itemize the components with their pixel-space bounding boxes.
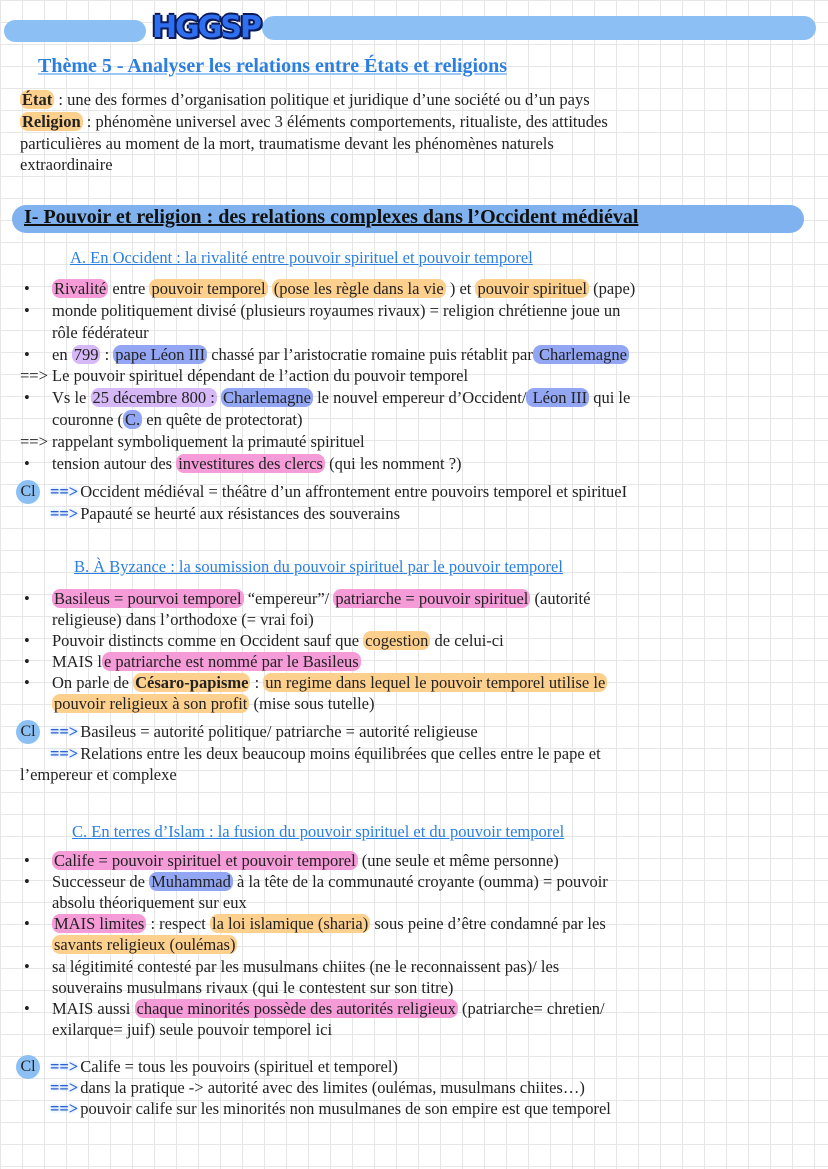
bullet-icon: •: [24, 999, 30, 1018]
definition-line: [20, 134, 554, 154]
text-segment: l’empereur et complexe: [20, 765, 177, 784]
bullet-continuation: [52, 694, 375, 714]
highlighted-text: Muhammad: [151, 872, 231, 891]
highlighted-text: C.: [125, 410, 141, 429]
conclusion-arrow-line: [50, 744, 601, 764]
text-segment: Papauté se heurté aux résistances des souverains: [80, 504, 401, 523]
bullet-continuation: [52, 1020, 332, 1040]
highlighted-text: savants religieux (oulémas): [54, 935, 236, 954]
text-segment: à la tête de la communauté croyante (oumma) = pouvoir: [232, 872, 608, 891]
bullet-continuation: [52, 410, 303, 430]
definition-line: [20, 112, 608, 132]
text-segment: Occident médiéval = théâtre d’un affrontement entre pouvoirs temporel et spiritueI: [80, 482, 628, 501]
bullet-item: [24, 589, 591, 609]
text-segment: absolu théoriquement sur eux: [52, 893, 247, 912]
bullet-item: [24, 454, 462, 474]
bullet-item: [24, 957, 560, 977]
highlighted-text: investitures des clercs: [178, 454, 323, 473]
highlighted-text: 25 décembre 800 :: [92, 388, 215, 407]
text-segment: entre: [108, 279, 150, 298]
arrow-icon: ==>: [50, 1078, 79, 1097]
bullet-item: [24, 301, 621, 321]
highlighted-text: MAIS limites: [54, 914, 145, 933]
text-segment: Pouvoir distincts comme en Occident sauf que: [52, 631, 364, 650]
text-segment: :: [100, 345, 114, 364]
text-segment: en quête de protectorat): [142, 410, 303, 429]
text-segment: extraordinaire: [20, 155, 113, 174]
bullet-item: [24, 851, 559, 871]
text-segment: (qui les nomment ?): [324, 454, 462, 473]
bullet-item: [24, 999, 605, 1019]
text-segment: Relations entre les deux beaucoup moins équilibrées que celles entre le pape et: [80, 744, 601, 763]
bullet-icon: •: [24, 388, 30, 407]
section-title: B. À Byzance : la soumission du pouvoir spirituel par le pouvoir temporel: [74, 557, 563, 576]
highlighted-text: e patriarche est nommé par le Basileus: [103, 652, 359, 671]
bullet-icon: •: [24, 673, 30, 692]
highlighted-text: État: [22, 90, 53, 109]
highlighted-text: Basileus = pourvoi temporel: [54, 589, 242, 608]
bullet-icon: •: [24, 872, 30, 891]
text-segment: rôle fédérateur: [52, 323, 149, 342]
arrow-icon: ==>: [50, 1099, 79, 1118]
definition-line: [20, 90, 590, 110]
bullet-item: [24, 279, 636, 299]
conclusion-arrow-line: [50, 722, 478, 742]
text-segment: qui le: [589, 388, 631, 407]
text-segment: “empereur”/: [243, 589, 334, 608]
bullet-item: [24, 652, 361, 672]
text-segment: On parle de: [52, 673, 134, 692]
highlighted-text: 799: [73, 345, 99, 364]
arrow-icon: ==>: [50, 482, 79, 501]
highlighted-text: pape Léon III: [115, 345, 206, 364]
arrow-icon: ==>: [50, 504, 79, 523]
highlighted-text: pouvoir religieux à son profit: [54, 694, 248, 713]
text-segment: exilarque= juif) seule pouvoir temporel ici: [52, 1020, 333, 1039]
bullet-icon: •: [24, 914, 30, 933]
part-heading: [12, 205, 804, 233]
logo-title: HGGSP: [152, 10, 260, 45]
bullet-item: [24, 872, 608, 892]
bullet-continuation: [52, 610, 314, 630]
text-segment: chassé par l’aristocratie romaine puis rétablit par: [207, 345, 533, 364]
arrow-icon: ==>: [50, 1057, 79, 1076]
text-segment: Vs le: [52, 388, 91, 407]
conclusion-badge: Cl: [16, 720, 40, 744]
header-bar-left: [4, 20, 146, 42]
conclusion-badge: Cl: [16, 480, 40, 504]
text-segment: religieuse) dans l’orthodoxe (= vrai foi): [52, 610, 314, 629]
conclusion-line: [20, 366, 468, 386]
header-bar-right: [262, 16, 816, 40]
bullet-continuation: [52, 323, 149, 343]
text-segment: (pape): [589, 279, 636, 298]
bullet-item: [24, 388, 631, 408]
highlighted-text: pouvoir spirituel: [477, 279, 588, 298]
bullet-item: [24, 631, 504, 651]
bullet-continuation: [52, 978, 453, 998]
text-segment: sa légitimité contesté par les musulmans chiites (ne le reconnaissent pas)/ les: [52, 957, 560, 976]
highlighted-text: chaque minorités possède des autorités religieux: [136, 999, 456, 1018]
conclusion-badge: Cl: [16, 1055, 40, 1079]
text-segment: ==> rappelant symboliquement la primauté spirituel: [20, 432, 365, 451]
text-segment: Successeur de: [52, 872, 150, 891]
text-segment: le nouvel empereur d’Occident/: [312, 388, 527, 407]
section-title: C. En terres d’Islam : la fusion du pouvoir spirituel et du pouvoir temporel: [72, 822, 565, 841]
bullet-icon: •: [24, 279, 30, 298]
bullet-icon: •: [24, 957, 30, 976]
bullet-item: [24, 673, 607, 693]
bullet-icon: •: [24, 454, 30, 473]
arrow-icon: ==>: [50, 722, 79, 741]
text-segment: : respect: [146, 914, 210, 933]
conclusion-arrow-line: [50, 504, 400, 524]
text-segment: (patriarche= chretien/: [457, 999, 605, 1018]
bullet-icon: •: [24, 652, 30, 671]
conclusion-line: [20, 432, 365, 452]
bullet-item: [24, 914, 606, 934]
text-segment: : une des formes d’organisation politique et juridique d’une société ou d’un pays: [54, 90, 590, 109]
text-segment: monde politiquement divisé (plusieurs royaumes rivaux) = religion chrétienne joue un: [52, 301, 621, 320]
text-segment: : phénomène universel avec 3 éléments comportements, ritualiste, des attitudes: [82, 112, 608, 131]
conclusion-line: [20, 765, 177, 785]
text-segment: de celui-ci: [430, 631, 504, 650]
arrow-icon: ==>: [50, 744, 79, 763]
theme-title: Thème 5 - Analyser les relations entre États et religions: [38, 55, 508, 77]
text-segment: Calife = tous les pouvoirs (spirituel et temporel): [80, 1057, 398, 1076]
bullet-icon: •: [24, 631, 30, 650]
bullet-icon: •: [24, 851, 30, 870]
highlighted-text: Césaro-papisme: [135, 673, 249, 692]
conclusion-arrow-line: [50, 1099, 611, 1119]
highlighted-text: Charlemagne: [534, 345, 627, 364]
text-segment: (autorité: [530, 589, 591, 608]
text-segment: tension autour des: [52, 454, 177, 473]
definition-line: [20, 155, 113, 175]
text-segment: souverains musulmans rivaux (qui le contestent sur son titre): [52, 978, 454, 997]
highlighted-text: Charlemagne: [222, 388, 311, 407]
text-segment: ) et: [445, 279, 476, 298]
text-segment: :: [250, 673, 264, 692]
part-heading-text: I- Pouvoir et religion : des relations complexes dans l’Occident médiéval: [24, 206, 639, 228]
text-segment: particulières au moment de la mort, traumatisme devant les phénomènes naturels: [20, 134, 554, 153]
highlighted-text: Léon III: [528, 388, 588, 407]
bullet-continuation: [52, 893, 247, 913]
highlighted-text: un regime dans lequel le pouvoir temporel utilise le: [265, 673, 606, 692]
text-segment: MAIS l: [52, 652, 102, 671]
highlighted-text: la loi islamique (sharia): [212, 914, 369, 933]
highlighted-text: Religion: [22, 112, 81, 131]
text-segment: pouvoir calife sur les minorités non musulmanes de son empire est que temporel: [80, 1099, 611, 1118]
bullet-continuation: [52, 935, 237, 955]
bullet-icon: •: [24, 589, 30, 608]
bullet-item: [24, 345, 629, 365]
highlighted-text: patriarche = pouvoir spirituel: [335, 589, 529, 608]
text-segment: en: [52, 345, 72, 364]
highlighted-text: Calife = pouvoir spirituel et pouvoir temporel: [54, 851, 356, 870]
highlighted-text: Rivalité: [54, 279, 107, 298]
text-segment: MAIS aussi: [52, 999, 135, 1018]
text-segment: sous peine d’être condamné par les: [370, 914, 606, 933]
highlighted-text: cogestion: [365, 631, 429, 650]
conclusion-arrow-line: [50, 1078, 585, 1098]
highlighted-text: pouvoir temporel: [151, 279, 266, 298]
text-segment: couronne (: [52, 410, 124, 429]
conclusion-arrow-line: [50, 482, 627, 502]
conclusion-arrow-line: [50, 1057, 398, 1077]
text-segment: Basileus = autorité politique/ patriarche = autorité religieuse: [80, 722, 478, 741]
bullet-icon: •: [24, 345, 30, 364]
text-segment: ==> Le pouvoir spirituel dépendant de l’action du pouvoir temporel: [20, 366, 469, 385]
bullet-icon: •: [24, 301, 30, 320]
text-segment: dans la pratique -> autorité avec des limites (oulémas, musulmans chiites…): [80, 1078, 585, 1097]
highlighted-text: (pose les règle dans la vie: [273, 279, 444, 298]
text-segment: (mise sous tutelle): [249, 694, 375, 713]
section-title: A. En Occident : la rivalité entre pouvoir spirituel et pouvoir temporel: [70, 248, 533, 267]
text-segment: (une seule et même personne): [357, 851, 559, 870]
